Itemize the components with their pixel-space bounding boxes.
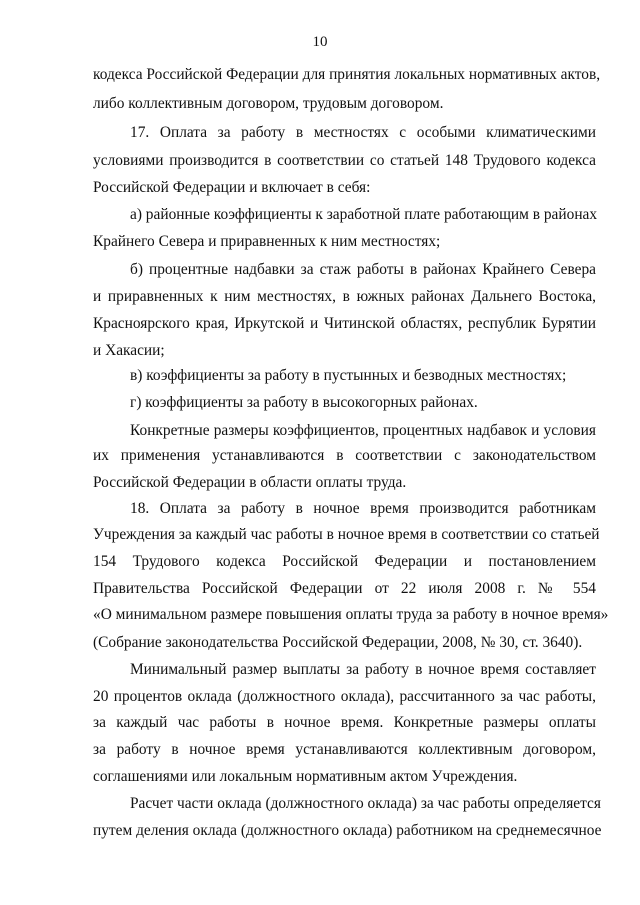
text-line: условиями производится в соответствии со статьей 148 Трудового кодекса bbox=[93, 152, 596, 169]
text-line: г) коэффициенты за работу в высокогорных районах. bbox=[130, 394, 478, 411]
text-line: и Хакасии; bbox=[93, 342, 165, 359]
text-line: 20 процентов оклада (должностного оклада), рассчитанного за час работы, bbox=[93, 688, 596, 705]
text-line: Крайнего Севера и приравненных к ним местностях; bbox=[93, 233, 441, 250]
text-line: путем деления оклада (должностного оклада) работником на среднемесячное bbox=[93, 822, 602, 839]
text-line: б) процентные надбавки за стаж работы в районах Крайнего Севера bbox=[130, 261, 596, 278]
text-line: либо коллективным договором, трудовым договором. bbox=[93, 95, 444, 112]
text-line: 17. Оплата за работу в местностях с особыми климатическими bbox=[130, 124, 596, 141]
text-line: Учреждения за каждый час работы в ночное время в соответствии со статьей bbox=[93, 526, 600, 543]
text-line: Расчет части оклада (должностного оклада) за час работы определяется bbox=[130, 795, 601, 812]
text-line: соглашениями или локальным нормативным актом Учреждения. bbox=[93, 768, 518, 785]
text-line: в) коэффициенты за работу в пустынных и безводных местностях; bbox=[130, 367, 567, 384]
text-line: Красноярского края, Иркутской и Читинской областях, республик Бурятии bbox=[93, 315, 596, 332]
text-line: их применения устанавливаются в соответствии с законодательством bbox=[93, 447, 596, 464]
text-line: и приравненных к ним местностях, в южных районах Дальнего Востока, bbox=[93, 288, 596, 305]
text-line: Правительства Российской Федерации от 22 июля 2008 г. № 554 bbox=[93, 580, 596, 597]
page-number: 10 bbox=[312, 34, 328, 50]
text-line: за работу в ночное время устанавливаются коллективным договором, bbox=[93, 741, 596, 758]
text-line: кодекса Российской Федерации для принятия локальных нормативных актов, bbox=[93, 66, 601, 83]
text-line: (Собрание законодательства Российской Федерации, 2008, № 30, ст. 3640). bbox=[93, 634, 583, 651]
text-line: Российской Федерации и включает в себя: bbox=[93, 179, 371, 196]
text-line: Российской Федерации в области оплаты труда. bbox=[93, 474, 407, 491]
text-line: Минимальный размер выплаты за работу в ночное время составляет bbox=[130, 661, 596, 678]
text-line: 18. Оплата за работу в ночное время производится работникам bbox=[130, 500, 596, 517]
text-line: а) районные коэффициенты к заработной плате работающим в районах bbox=[130, 206, 598, 223]
text-line: за каждый час работы в ночное время. Конкретные размеры оплаты bbox=[93, 714, 596, 731]
text-line: Конкретные размеры коэффициентов, процентных надбавок и условия bbox=[130, 422, 596, 439]
text-line: «О минимальном размере повышения оплаты труда за работу в ночное время» bbox=[93, 606, 609, 623]
text-line: 154 Трудового кодекса Российской Федерации и постановлением bbox=[93, 553, 596, 570]
